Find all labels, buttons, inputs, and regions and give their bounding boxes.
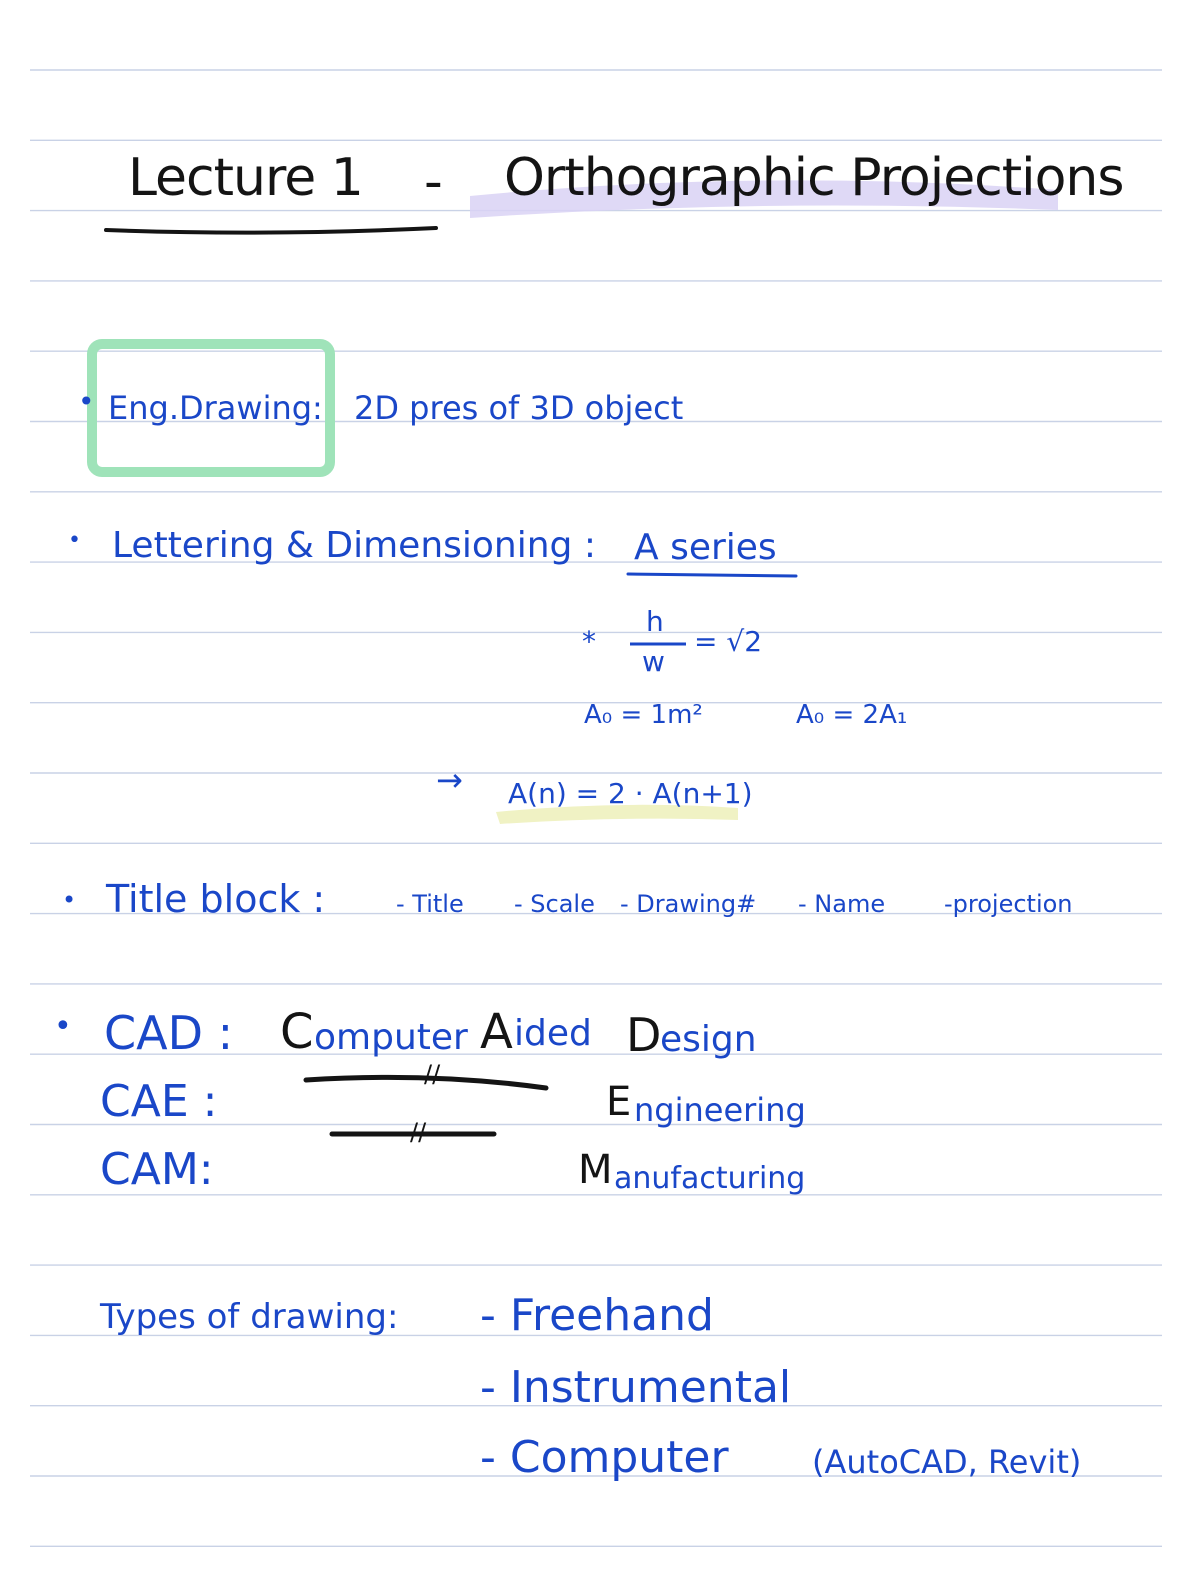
a0-relation: A₀ = 2A₁ — [796, 700, 908, 730]
ratio-equals: = √2 — [694, 625, 763, 658]
eng-drawing-term: Eng.Drawing: — [108, 389, 323, 427]
a0-area: A₀ = 1m² — [584, 700, 703, 730]
title-block-item-name: - Name — [798, 890, 886, 918]
cae-label: CAE : — [100, 1076, 218, 1127]
cad-label: CAD : — [104, 1006, 234, 1060]
a-series-label: A series — [634, 527, 777, 568]
ratio-numerator: h — [646, 605, 664, 638]
cae-letter-e: E — [606, 1079, 632, 1125]
type-instrumental: - Instrumental — [480, 1362, 792, 1413]
cad-letter-a: A — [480, 1004, 513, 1060]
cae-ditto-mark: // — [424, 1060, 441, 1088]
title-dash: - — [424, 152, 443, 212]
type-computer: - Computer — [480, 1432, 729, 1483]
lettering-term: Lettering & Dimensioning : — [112, 525, 596, 566]
cam-word-anufacturing: anufacturing — [614, 1161, 806, 1196]
bullet-title-block: • — [62, 886, 77, 914]
title-block-item-drawing-number: - Drawing# — [620, 890, 757, 918]
arrow-icon: → — [436, 761, 463, 799]
computer-examples: (AutoCAD, Revit) — [812, 1443, 1082, 1481]
cae-word-ngineering: ngineering — [634, 1091, 806, 1129]
bullet-eng-drawing: • — [78, 385, 95, 418]
cam-letter-m: M — [578, 1147, 613, 1193]
lecture-number: Lecture 1 — [128, 148, 363, 208]
type-freehand: - Freehand — [480, 1290, 714, 1341]
cad-letter-d: D — [626, 1008, 662, 1062]
lecture-topic: Orthographic Projections — [504, 148, 1124, 208]
cad-letter-c: C — [280, 1004, 314, 1060]
title-block-term: Title block : — [106, 877, 326, 921]
cad-word-esign: esign — [660, 1019, 757, 1060]
title-block-item-title: - Title — [396, 890, 464, 918]
lecture-underline — [106, 228, 436, 233]
eng-drawing-definition: 2D pres of 3D object — [354, 389, 684, 427]
cam-label: CAM: — [100, 1144, 214, 1195]
bullet-cad: • — [54, 1009, 72, 1044]
a-series-underline — [628, 574, 796, 576]
title-block-item-scale: - Scale — [514, 890, 595, 918]
ratio-denominator: w — [642, 645, 665, 678]
bullet-lettering: • — [68, 528, 81, 553]
cad-word-ided: ided — [514, 1013, 592, 1054]
general-formula: A(n) = 2 · A(n+1) — [508, 777, 753, 810]
cam-ditto-mark: // — [410, 1118, 427, 1146]
ratio-star: * — [582, 625, 596, 658]
title-block-item-projection: -projection — [944, 890, 1073, 918]
cad-word-omputer: omputer — [314, 1017, 468, 1058]
types-of-drawing-term: Types of drawing: — [100, 1297, 399, 1337]
